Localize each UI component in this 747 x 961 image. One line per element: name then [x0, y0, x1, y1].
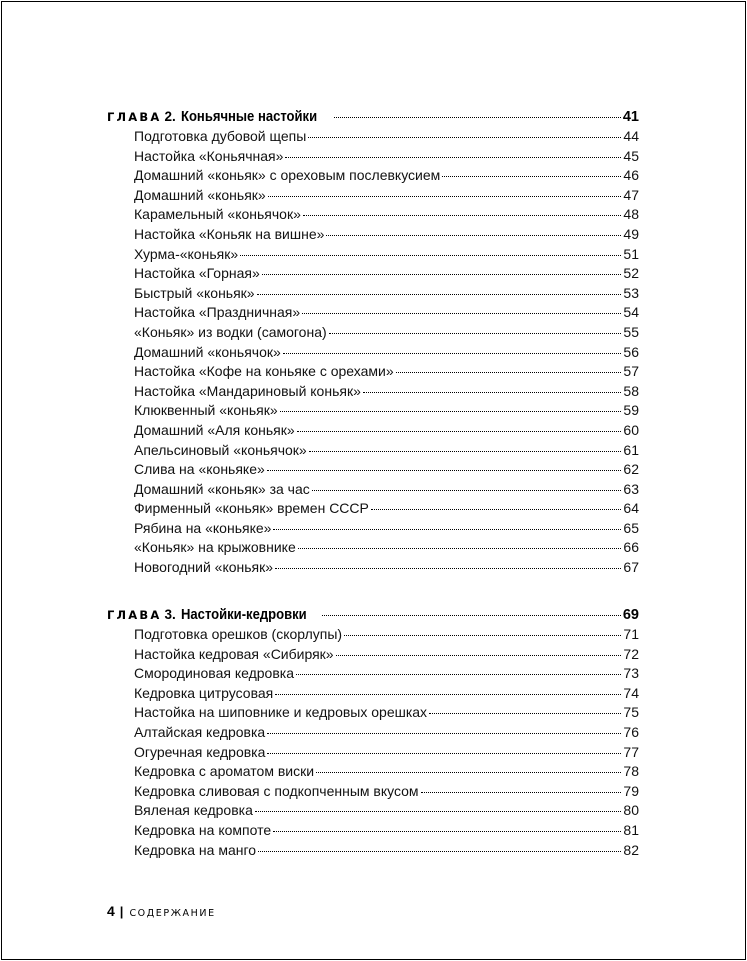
toc-entry-title: Настойка «Мандариновый коньяк»	[134, 382, 361, 399]
dot-leader	[268, 196, 622, 197]
page-footer	[107, 901, 216, 921]
toc-entry-title: Кедровка с ароматом виски	[134, 763, 315, 780]
dot-leader	[267, 753, 621, 754]
toc-entry-title: Смородиновая кедровка	[134, 665, 294, 682]
toc-entry-page-number: 46	[623, 167, 639, 184]
chapter-title: Коньячные настойки	[180, 109, 317, 125]
dot-leader	[421, 792, 622, 793]
toc-entry	[134, 205, 639, 225]
toc-entry	[134, 821, 639, 841]
toc-entry	[134, 401, 639, 421]
toc-entry	[134, 245, 639, 265]
toc-entry	[134, 782, 639, 802]
toc-entry	[134, 703, 639, 723]
toc-entry	[134, 343, 639, 363]
toc-entry-page-number: 71	[623, 626, 639, 642]
toc-entry-title: Кедровка сливовая с подкопченным вкусом	[134, 782, 419, 799]
toc-entry	[134, 147, 639, 167]
toc-entry-title: Кедровка цитрусовая	[134, 684, 274, 701]
dot-leader	[262, 274, 622, 275]
dot-leader	[442, 176, 621, 177]
dot-leader	[273, 529, 621, 530]
chapter-number-dot: .	[171, 109, 176, 124]
dot-leader	[283, 353, 622, 354]
toc-entry-title: Настойка на шиповнике и кедровых орешках	[134, 704, 428, 721]
dot-leader	[297, 431, 622, 432]
toc-entry	[134, 362, 639, 382]
toc-entry	[134, 264, 639, 284]
toc-entry-page-number: 75	[623, 704, 639, 721]
toc-entry-page-number: 76	[623, 723, 639, 740]
chapter-page-number: 41	[622, 109, 639, 125]
toc-entry-title: Домашний «коньяк»	[134, 186, 266, 203]
toc-entry-title: Кедровка на компоте	[134, 821, 272, 838]
dot-leader	[334, 117, 621, 118]
toc-entry	[134, 625, 639, 645]
toc-entry	[134, 684, 639, 704]
dot-leader	[302, 313, 621, 314]
dot-leader	[336, 655, 622, 656]
footer-page-number: 4	[107, 903, 115, 919]
dot-leader	[312, 490, 622, 491]
dot-leader	[273, 831, 621, 832]
toc-entry-title: Апельсиновый «коньячок»	[134, 441, 307, 458]
chapter-page-number: 69	[622, 607, 639, 623]
toc-entry-page-number: 54	[623, 304, 639, 321]
toc-entry-title: Кедровка на манго	[134, 841, 257, 858]
chapter-heading	[107, 605, 639, 625]
toc-entry-page-number: 78	[623, 763, 639, 780]
toc-entry-page-number: 49	[623, 225, 639, 242]
toc-entry-title: Фирменный «коньяк» времен СССР	[134, 500, 369, 517]
dot-leader	[240, 255, 621, 256]
chapter-label: ГЛАВА	[107, 110, 162, 124]
toc-entry-title: Настойка «Горная»	[134, 265, 260, 282]
chapter-number: 2	[164, 109, 172, 124]
toc-entry-page-number: 48	[623, 206, 639, 223]
toc-entry-page-number: 63	[623, 480, 639, 497]
toc-entry-page-number: 60	[623, 421, 639, 438]
toc-entry-title: Настойка «Коньячная»	[134, 147, 284, 164]
toc-entry-page-number: 55	[623, 323, 639, 340]
toc-entry-page-number: 47	[623, 186, 639, 203]
dot-leader	[363, 392, 622, 393]
toc-entry-page-number: 61	[623, 441, 639, 458]
toc-entry	[134, 284, 639, 304]
dot-leader	[322, 615, 621, 616]
chapter-number: 3	[164, 607, 172, 622]
toc-entry	[134, 538, 639, 558]
toc-entry	[134, 841, 639, 861]
toc-entry-title: Настойка «Кофе на коньяке с орехами»	[134, 363, 394, 380]
dot-leader	[371, 509, 622, 510]
toc-entry-page-number: 64	[623, 500, 639, 517]
chapter-entry-list	[134, 127, 639, 578]
dot-leader	[275, 568, 621, 569]
toc-entry-page-number: 62	[623, 461, 639, 478]
toc-entry-page-number: 51	[623, 245, 639, 262]
toc-chapter-3	[107, 605, 639, 860]
toc-entry-title: Хурма-«коньяк»	[134, 245, 239, 262]
toc-entry	[134, 519, 639, 539]
toc-entry-page-number: 82	[623, 841, 639, 858]
chapter-heading	[107, 107, 639, 127]
toc-entry	[134, 127, 639, 147]
toc-chapter-2	[107, 107, 639, 578]
toc-entry-title: Настойка кедровая «Сибиряк»	[134, 645, 334, 662]
dot-leader	[285, 157, 621, 158]
toc-entry-page-number: 77	[623, 743, 639, 760]
toc-entry-page-number: 44	[623, 128, 639, 144]
toc-entry-page-number: 74	[623, 684, 639, 701]
dot-leader	[296, 674, 621, 675]
dot-leader	[255, 811, 622, 812]
toc-entry-title: Быстрый «коньяк»	[134, 284, 255, 301]
chapter-title: Настойки-кедровки	[180, 607, 307, 623]
toc-entry-page-number: 80	[623, 802, 639, 819]
toc-entry	[134, 743, 639, 763]
toc-entry-page-number: 73	[623, 665, 639, 682]
toc-entry-page-number: 59	[623, 402, 639, 419]
toc-entry	[134, 499, 639, 519]
dot-leader	[267, 470, 622, 471]
toc-entry-page-number: 72	[623, 645, 639, 662]
dot-leader	[316, 772, 621, 773]
toc-entry-page-number: 58	[623, 382, 639, 399]
toc-entry-page-number: 65	[623, 519, 639, 536]
footer-separator: |	[119, 904, 124, 919]
toc-entry-title: Настойка «Коньяк на вишне»	[134, 225, 325, 242]
toc-entry	[134, 303, 639, 323]
toc-entry-title: Подготовка орешков (скорлупы)	[134, 626, 343, 642]
toc-entry-page-number: 52	[623, 265, 639, 282]
dot-leader	[267, 733, 621, 734]
toc-entry	[134, 723, 639, 743]
toc-entry-title: Вяленая кедровка	[134, 802, 253, 819]
toc-entry-page-number: 53	[623, 284, 639, 301]
toc-entry	[134, 323, 639, 343]
toc-entry-title: «Коньяк» на крыжовнике	[134, 539, 296, 556]
dot-leader	[280, 411, 622, 412]
chapter-number-dot: .	[171, 607, 176, 622]
toc-entry	[134, 460, 639, 480]
toc-entry	[134, 225, 639, 245]
dot-leader	[326, 235, 621, 236]
toc-entry	[134, 421, 639, 441]
toc-entry-page-number: 66	[623, 539, 639, 556]
toc-entry	[134, 558, 639, 578]
toc-entry	[134, 762, 639, 782]
toc-entry-title: Огуречная кедровка	[134, 743, 266, 760]
dot-leader	[396, 372, 622, 373]
toc-entry-title: Подготовка дубовой щепы	[134, 128, 307, 144]
toc-entry-page-number: 79	[623, 782, 639, 799]
toc-entry-title: «Коньяк» из водки (самогона)	[134, 323, 327, 340]
dot-leader	[429, 713, 621, 714]
toc-entry-page-number: 45	[623, 147, 639, 164]
chapter-label: ГЛАВА	[107, 608, 162, 622]
dot-leader	[329, 333, 622, 334]
chapter-entry-list	[134, 625, 639, 860]
toc-entry-page-number: 57	[623, 363, 639, 380]
toc-entry-title: Домашний «коньячок»	[134, 343, 281, 360]
dot-leader	[303, 215, 622, 216]
toc-entry-title: Новогодний «коньяк»	[134, 559, 274, 576]
toc-entry-title: Рябина на «коньяке»	[134, 519, 272, 536]
page	[1, 1, 746, 960]
toc-entry	[134, 166, 639, 186]
toc-entry	[134, 441, 639, 461]
footer-section-title: СОДЕРЖАНИЕ	[129, 908, 216, 919]
toc-entry-title: Слива на «коньяке»	[134, 461, 265, 478]
dot-leader	[257, 294, 622, 295]
toc-entry-page-number: 56	[623, 343, 639, 360]
toc-entry-title: Карамельный «коньячок»	[134, 206, 301, 223]
toc-entry	[134, 480, 639, 500]
toc-entry	[134, 645, 639, 665]
toc-entry-title: Настойка «Праздничная»	[134, 304, 301, 321]
toc-entry-title: Домашний «Аля коньяк»	[134, 421, 295, 438]
dot-leader	[258, 851, 621, 852]
toc-entry	[134, 186, 639, 206]
dot-leader	[275, 694, 621, 695]
dot-leader	[308, 137, 621, 138]
toc-entry	[134, 382, 639, 402]
toc-entry-title: Алтайская кедровка	[134, 723, 266, 740]
dot-leader	[344, 635, 621, 636]
toc-entry	[134, 801, 639, 821]
dot-leader	[309, 451, 622, 452]
toc-entry-title: Домашний «коньяк» за час	[134, 480, 310, 497]
dot-leader	[298, 548, 622, 549]
toc-entry	[134, 664, 639, 684]
toc-entry-title: Клюквенный «коньяк»	[134, 402, 278, 419]
toc-entry-title: Домашний «коньяк» с ореховым послевкусием	[134, 167, 441, 184]
toc-entry-page-number: 67	[623, 559, 639, 576]
toc-entry-page-number: 81	[623, 821, 639, 838]
